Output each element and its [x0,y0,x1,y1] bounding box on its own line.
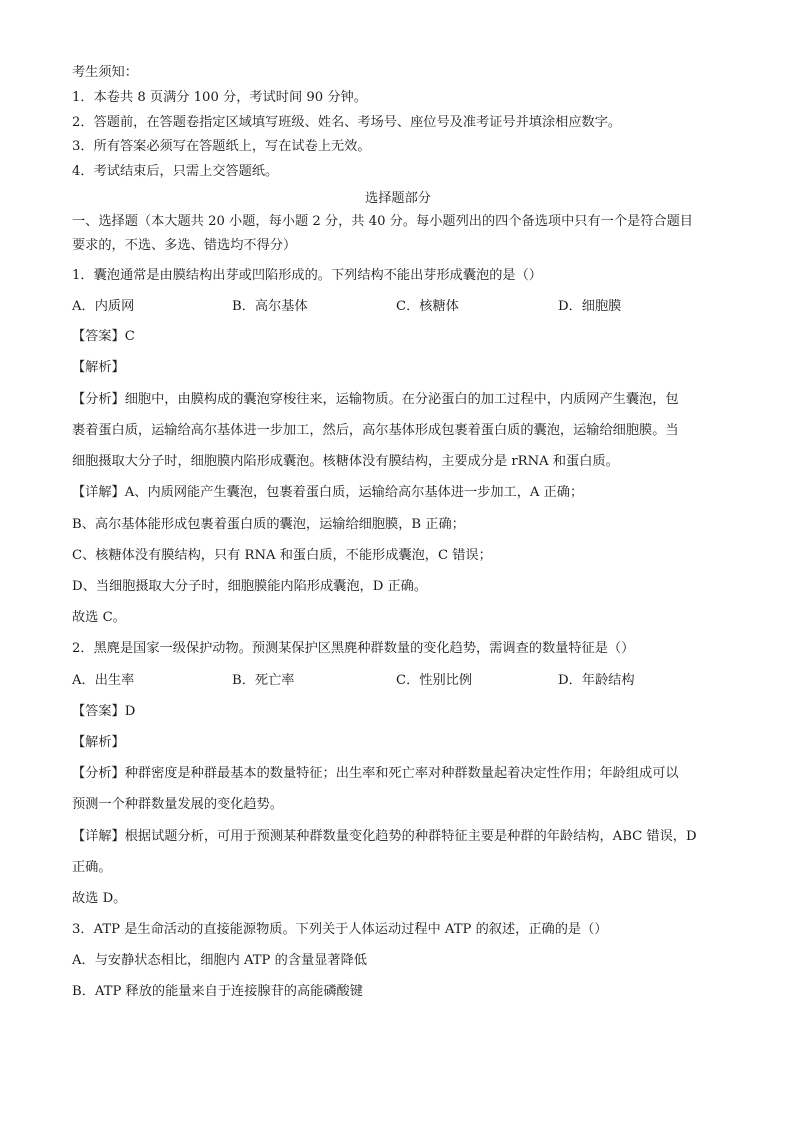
q1-option-b: B．高尔基体 [232,299,308,314]
q2-option-d: D．年龄结构 [558,673,635,688]
q1-option-a: A．内质网 [72,299,135,314]
q2-option-a: A．出生率 [72,673,135,688]
q1-conclusion: 故选 C。 [72,610,126,625]
q1-answer: 【答案】C [72,329,135,344]
q1-option-d: D．细胞膜 [558,299,622,314]
q1-fenxi-line-2: 裹着蛋白质，运输给高尔基体进一步加工，然后，高尔基体形成包裹着蛋白质的囊泡，运输给细胞膜。当 [72,423,679,438]
q2-answer: 【答案】D [72,704,136,719]
section-intro-line-2: 要求的，不选、多选、错选均不得分） [72,238,297,253]
notice-item-1: 1．本卷共 8 页满分 100 分，考试时间 90 分钟。 [72,90,367,105]
q1-xiangjie-line-1: 【详解】A、内质网能产生囊泡，包裹着蛋白质，运输给高尔基体进一步加工，A 正确； [72,485,584,500]
q1-option-c: C．核糖体 [396,299,459,314]
notice-item-3: 3．所有答案必须写在答题纸上，写在试卷上无效。 [72,139,371,154]
q2-option-c: C．性别比例 [396,673,473,688]
q2-fenxi-line-1: 【分析】种群密度是种群最基本的数量特征；出生率和死亡率对种群数量起着决定性作用；年龄组成可以 [72,766,679,781]
q2-fenxi-line-2: 预测一个种群数量发展的变化趋势。 [72,797,283,812]
notice-item-4: 4．考试结束后，只需上交答题纸。 [72,164,279,179]
q1-fenxi-line-3: 细胞摄取大分子时，细胞膜内陷形成囊泡。核糖体没有膜结构，主要成分是 rRNA 和蛋白质。 [72,454,619,469]
q3-stem: 3．ATP 是生命活动的直接能源物质。下列关于人体运动过程中 ATP 的叙述，正确的是（） [72,922,608,937]
q2-xiangjie-line-1: 【详解】根据试题分析，可用于预测某种群数量变化趋势的种群特征主要是种群的年龄结构，ABC 错误，D [72,829,697,844]
q1-fenxi-line-1: 【分析】细胞中，由膜构成的囊泡穿梭往来，运输物质。在分泌蛋白的加工过程中，内质网产生囊泡，包 [72,392,679,407]
q3-option-a: A．与安静状态相比，细胞内 ATP 的含量显著降低 [72,953,367,968]
q2-analysis-label: 【解析】 [72,735,125,750]
notice-heading: 考生须知： [72,65,138,80]
q2-stem: 2．黑麂是国家一级保护动物。预测某保护区黑麂种群数量的变化趋势，需调查的数量特征是（） [72,641,635,656]
q2-conclusion: 故选 D。 [72,891,127,906]
q3-option-b: B．ATP 释放的能量来自于连接腺苷的高能磷酸键 [72,984,363,999]
q2-xiangjie-line-2: 正确。 [72,860,112,875]
q2-option-b: B．死亡率 [232,673,295,688]
section-intro-line-1: 一、选择题（本大题共 20 小题，每小题 2 分，共 40 分。每小题列出的四个备选项中只有一个是符合题目 [72,214,693,229]
q1-xiangjie-line-2: B、高尔基体能形成包裹着蛋白质的囊泡，运输给细胞膜，B 正确； [72,517,465,532]
q1-xiangjie-line-3: C、核糖体没有膜结构，只有 RNA 和蛋白质，不能形成囊泡，C 错误； [72,548,492,563]
q1-stem: 1．囊泡通常是由膜结构出芽或凹陷形成的。下列结构不能出芽形成囊泡的是（） [72,268,542,283]
q1-xiangjie-line-4: D、当细胞摄取大分子时，细胞膜能内陷形成囊泡，D 正确。 [72,579,428,594]
notice-item-2: 2．答题前，在答题卷指定区域填写班级、姓名、考场号、座位号及准考证号并填涂相应数字。 [72,115,622,130]
q1-analysis-label: 【解析】 [72,360,125,375]
section-title: 选择题部分 [365,191,431,206]
